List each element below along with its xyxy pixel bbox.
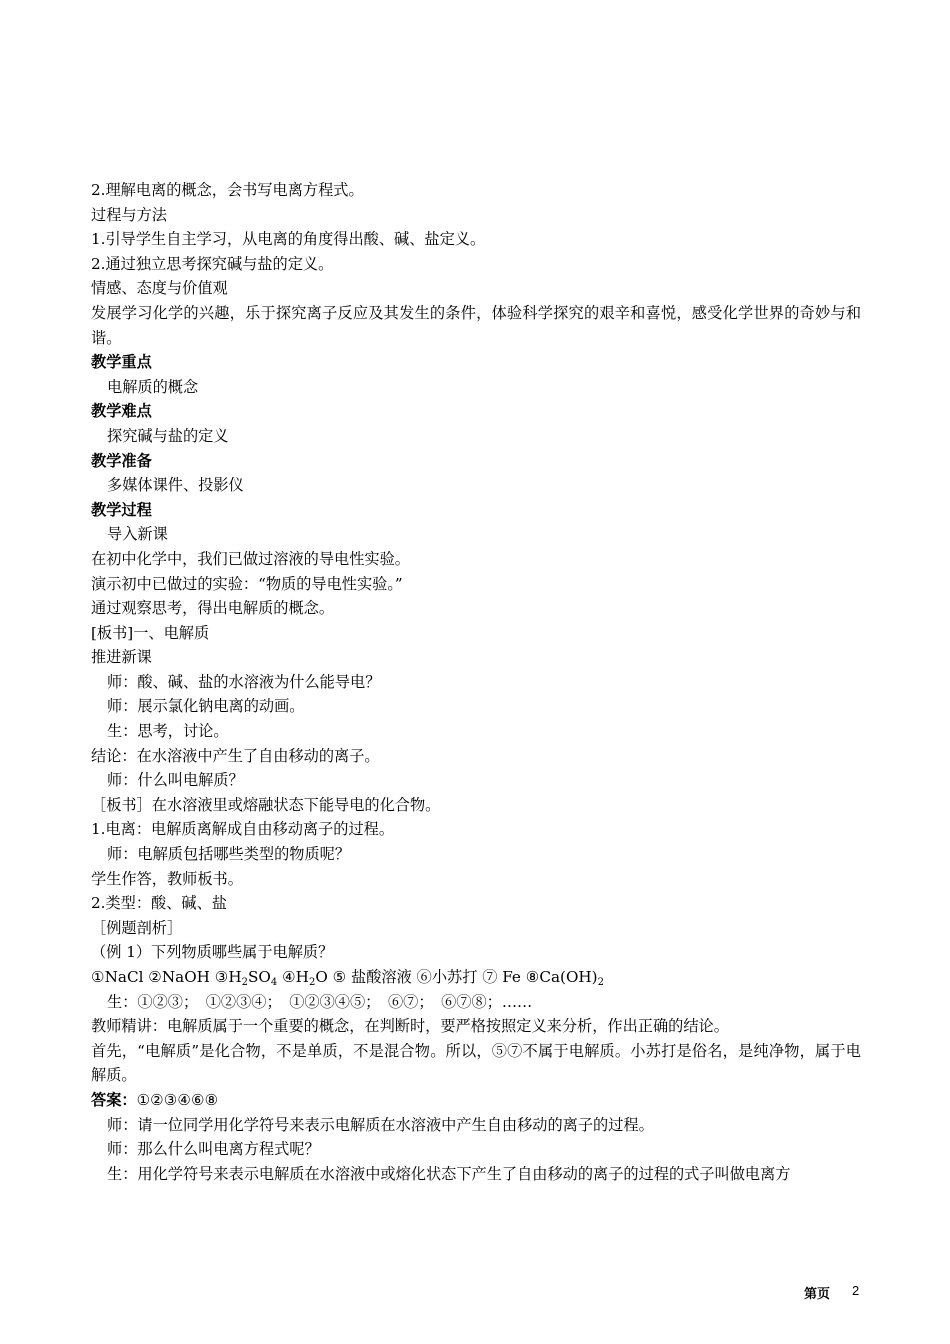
item-naoh: ②NaOH (148, 968, 210, 986)
heading-teaching-difficulty: 教学难点 (91, 402, 152, 421)
answer-value: ①②③④⑥⑧ (136, 1090, 219, 1109)
item-caoh2: $⑧Ca(OH)_2$ (525, 968, 604, 988)
text-line: 电解质的概念 (107, 377, 199, 396)
example-substance-list (91, 965, 861, 990)
text-line: 2.通过独立思考探究碱与盐的定义。 (91, 254, 334, 273)
text-line: 导入新课 (107, 525, 168, 544)
answer-label: 答案： (91, 1090, 137, 1109)
document-body (91, 178, 861, 1186)
text-line: 2.理解电离的概念，会书写电离方程式。 (91, 181, 364, 199)
subheading-emotion-values: 情感、态度与价值观 (91, 279, 228, 298)
text-line: 探究碱与盐的定义 (107, 426, 229, 445)
heading-teaching-focus: 教学重点 (91, 353, 152, 372)
text-line: 教师精讲：电解质属于一个重要的概念，在判断时，要严格按照定义来分析，作出正确的结论。 (91, 1017, 729, 1036)
text-line: 通过观察思考，得出电解质的概念。 (91, 599, 334, 618)
text-line: 演示初中已做过的实验：“物质的导电性实验。” (91, 574, 403, 593)
heading-teaching-preparation: 教学准备 (91, 451, 152, 470)
text-line: （例 1）下列物质哪些属于电解质？ (91, 943, 334, 962)
item-nacl: ①NaCl (91, 968, 144, 986)
text-line: 在初中化学中，我们已做过溶液的导电性实验。 (91, 549, 410, 568)
page-footer (0, 1283, 950, 1303)
text-line: 生：用化学符号来表示电解质在水溶液中或熔化状态下产生了自由移动的离子的过程的式子叫做电离方 (107, 1164, 791, 1183)
text-line: 结论：在水溶液中产生了自由移动的离子。 (91, 746, 380, 765)
text-line: 多媒体课件、投影仪 (107, 476, 244, 495)
text-line: [板书]一、电解质 (91, 623, 210, 642)
text-line: 师：什么叫电解质？ (107, 771, 244, 790)
page-number: 2 (852, 1283, 860, 1298)
text-paragraph: 发展学习化学的兴趣，乐于探究离子反应及其发生的条件，体验科学探究的艰辛和喜悦，感受化学世界的奇妙与和谐。 (91, 303, 861, 347)
text-line: 1.引导学生自主学习，从电离的角度得出酸、碱、盐定义。 (91, 230, 486, 249)
item-fe: ⑦ Fe (482, 968, 521, 986)
text-line: 师：那么什么叫电离方程式呢？ (107, 1140, 320, 1159)
text-line: 师：酸、碱、盐的水溶液为什么能导电？ (107, 672, 381, 691)
page-label: 第页 (804, 1286, 831, 1301)
item-h2o: $④H_2O$ (282, 968, 328, 988)
text-line: 推进新课 (91, 648, 152, 667)
text-line: 师：请一位同学用化学符号来表示电解质在水溶液中产生自由移动的离子的过程。 (107, 1115, 654, 1134)
item-hydrochloric-acid: ⑤ 盐酸溶液 (332, 968, 412, 986)
subheading-process-method: 过程与方法 (91, 205, 167, 224)
text-line: 生：①②③； ①②③④； ①②③④⑤； ⑥⑦； ⑥⑦⑧；…… (107, 992, 533, 1011)
item-h2so4: $③H_2SO_4$ (214, 968, 278, 988)
text-line: 1.电离：电解质离解成自由移动离子的过程。 (91, 820, 395, 839)
item-baking-soda: ⑥小苏打 (416, 968, 478, 986)
text-line: 师：展示氯化钠电离的动画。 (107, 697, 305, 716)
answer-line (91, 1088, 861, 1113)
text-line: 生：思考，讨论。 (107, 722, 229, 741)
text-line: 2.类型：酸、碱、盐 (91, 894, 227, 913)
text-line: ［例题剖析］ (91, 918, 183, 937)
text-line: ［板书］在水溶液里或熔融状态下能导电的化合物。 (91, 795, 441, 814)
text-paragraph: 首先，“电解质”是化合物，不是单质，不是混合物。所以，⑤⑦不属于电解质。小苏打是俗名，是纯净物，属于电解质。 (91, 1041, 861, 1085)
heading-teaching-process: 教学过程 (91, 500, 152, 519)
text-line: 师：电解质包括哪些类型的物质呢？ (107, 845, 350, 864)
text-line: 学生作答，教师板书。 (91, 869, 243, 888)
